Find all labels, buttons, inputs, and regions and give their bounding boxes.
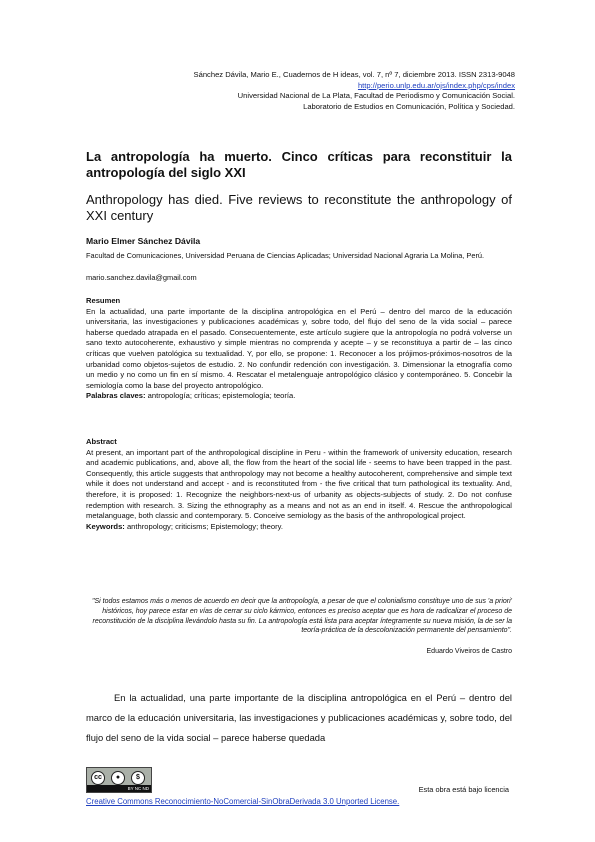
citation-line: Sánchez Dávila, Mario E., Cuadernos de H ideas, vol. 7, nº 7, diciembre 2013. ISSN 2313-9048 <box>193 70 515 79</box>
lab-line: Laboratorio de Estudios en Comunicación, Política y Sociedad. <box>303 101 515 111</box>
body-paragraph: En la actualidad, una parte importante de la disciplina antropológica en el Perú – dentro del marco de la educación universitaria, las investigaciones y publicaciones académicas y, sobre todo, del flujo del seno de la vida social – parece haberse quedada <box>86 692 512 743</box>
resumen-section <box>86 296 512 402</box>
abstract-keywords <box>86 522 512 533</box>
author-affiliation: Facultad de Comunicaciones, Universidad Peruana de Ciencias Aplicadas; Universidad Nacional Agraria La Molina, Perú. <box>86 251 485 260</box>
resumen-keywords-label: Palabras claves: <box>86 391 146 401</box>
journal-url-link[interactable]: http://perio.unlp.edu.ar/ojs/index.php/cps/index <box>357 80 515 90</box>
abstract-heading: Abstract <box>86 437 117 446</box>
author-email: mario.sanchez.davila@gmail.com <box>86 273 197 282</box>
license-note: Esta obra está bajo licencia <box>418 785 509 794</box>
institution-line: Universidad Nacional de La Plata, Facultad de Periodismo y Comunicación Social. <box>237 91 515 101</box>
abstract-keywords-label: Keywords: <box>86 521 125 531</box>
noncommercial-icon: $ <box>131 771 145 785</box>
abstract-keywords-values: anthropology; criticisms; Epistemology; theory. <box>124 521 283 531</box>
resumen-text: En la actualidad, una parte importante de la disciplina antropológica en el Perú – dentro del marco de la educación universitaria, las investigaciones y publicaciones académicas y, sobre todo, del flujo del seno de la vida social – parece haberse quedado atrapada en el pasado. Consecuentemente, este artículo sugiere que la antropología no podrá volverse un sano texto autocoherente, exhaustivo y simple mientras no comprenda y acepte – y se reconstituya a partir de – las cinco críticas que vuelven patológica su textualidad. Y, por ello, se propone: 1. Reconocer a los prójimos-próximos-nosotros de la urbanidad como objetos-sujetos de estudio. 2. No confundir redención con investigación. 3. Dimensionar la etnografía como un medio y no como un fin en sí mismo. 4. Rescatar el metalenguaje antropológico clásico y contemporáneo. 5. Concebir la semiología como la base del proyecto antropológico. <box>86 306 512 390</box>
epigraph-quote: "Si todos estamos más o menos de acuerdo en decir que la antropología, a pesar de que el colonialismo constituye uno de sus 'a priori' históricos, hoy parece estar en vías de cerrar su ciclo kármico, entonces es preciso aceptar que es hora de radicalizar el proceso de reconstitución de la disciplina llevándolo hasta su fin. La antropología está lista para aceptar íntegramente su nueva misión, la de ser la teoría-práctica de la descolonización permanente del pensamiento". <box>92 598 512 635</box>
resumen-keywords-values: antropología; críticas; epistemología; teoría. <box>145 391 296 401</box>
author-name: Mario Elmer Sánchez Dávila <box>86 236 201 246</box>
creative-commons-badge[interactable] <box>86 767 152 793</box>
abstract-text: At present, an important part of the anthropological discipline in Peru - within the framework of university education, research and academic publications, and, above all, the flow from the heart of the social life - seems to have been trapped in the past. Consequently, this article suggests that anthropology may not become a healthy autocoherent, comprehensive and simple text while it does not understand and accept - and is reconstituted from - the five critical that turn pathological its textuality. And, therefore, it is proposed: 1. Recognize the neighbors-next-us of urbanity as objects-subjects of study. 2. Do not confuse redemption with research. 3. Sizing the ethnography as a means and not as an end in itself. 4. Rescue the anthropological metalanguage, both classic and contemporary. 5. Conceive semiology as the basis of the anthropological project. <box>86 447 512 521</box>
journal-header <box>85 70 515 112</box>
attribution-icon: ● <box>111 771 125 785</box>
title-spanish: La antropología ha muerto. Cinco críticas para reconstituir la antropología del siglo XXI <box>86 149 512 180</box>
license-link[interactable]: Creative Commons Reconocimiento-NoComercial-SinObraDerivada 3.0 Unported License. <box>86 797 400 806</box>
resumen-keywords <box>86 391 512 402</box>
epigraph-author: Eduardo Viveiros de Castro <box>426 648 512 655</box>
title-english: Anthropology has died. Five reviews to reconstitute the anthropology of XXI century <box>86 192 512 223</box>
cc-badge-strip: BY NC ND <box>87 785 151 792</box>
cc-icon: cc <box>91 771 105 785</box>
resumen-heading: Resumen <box>86 296 121 305</box>
abstract-section <box>86 437 512 532</box>
